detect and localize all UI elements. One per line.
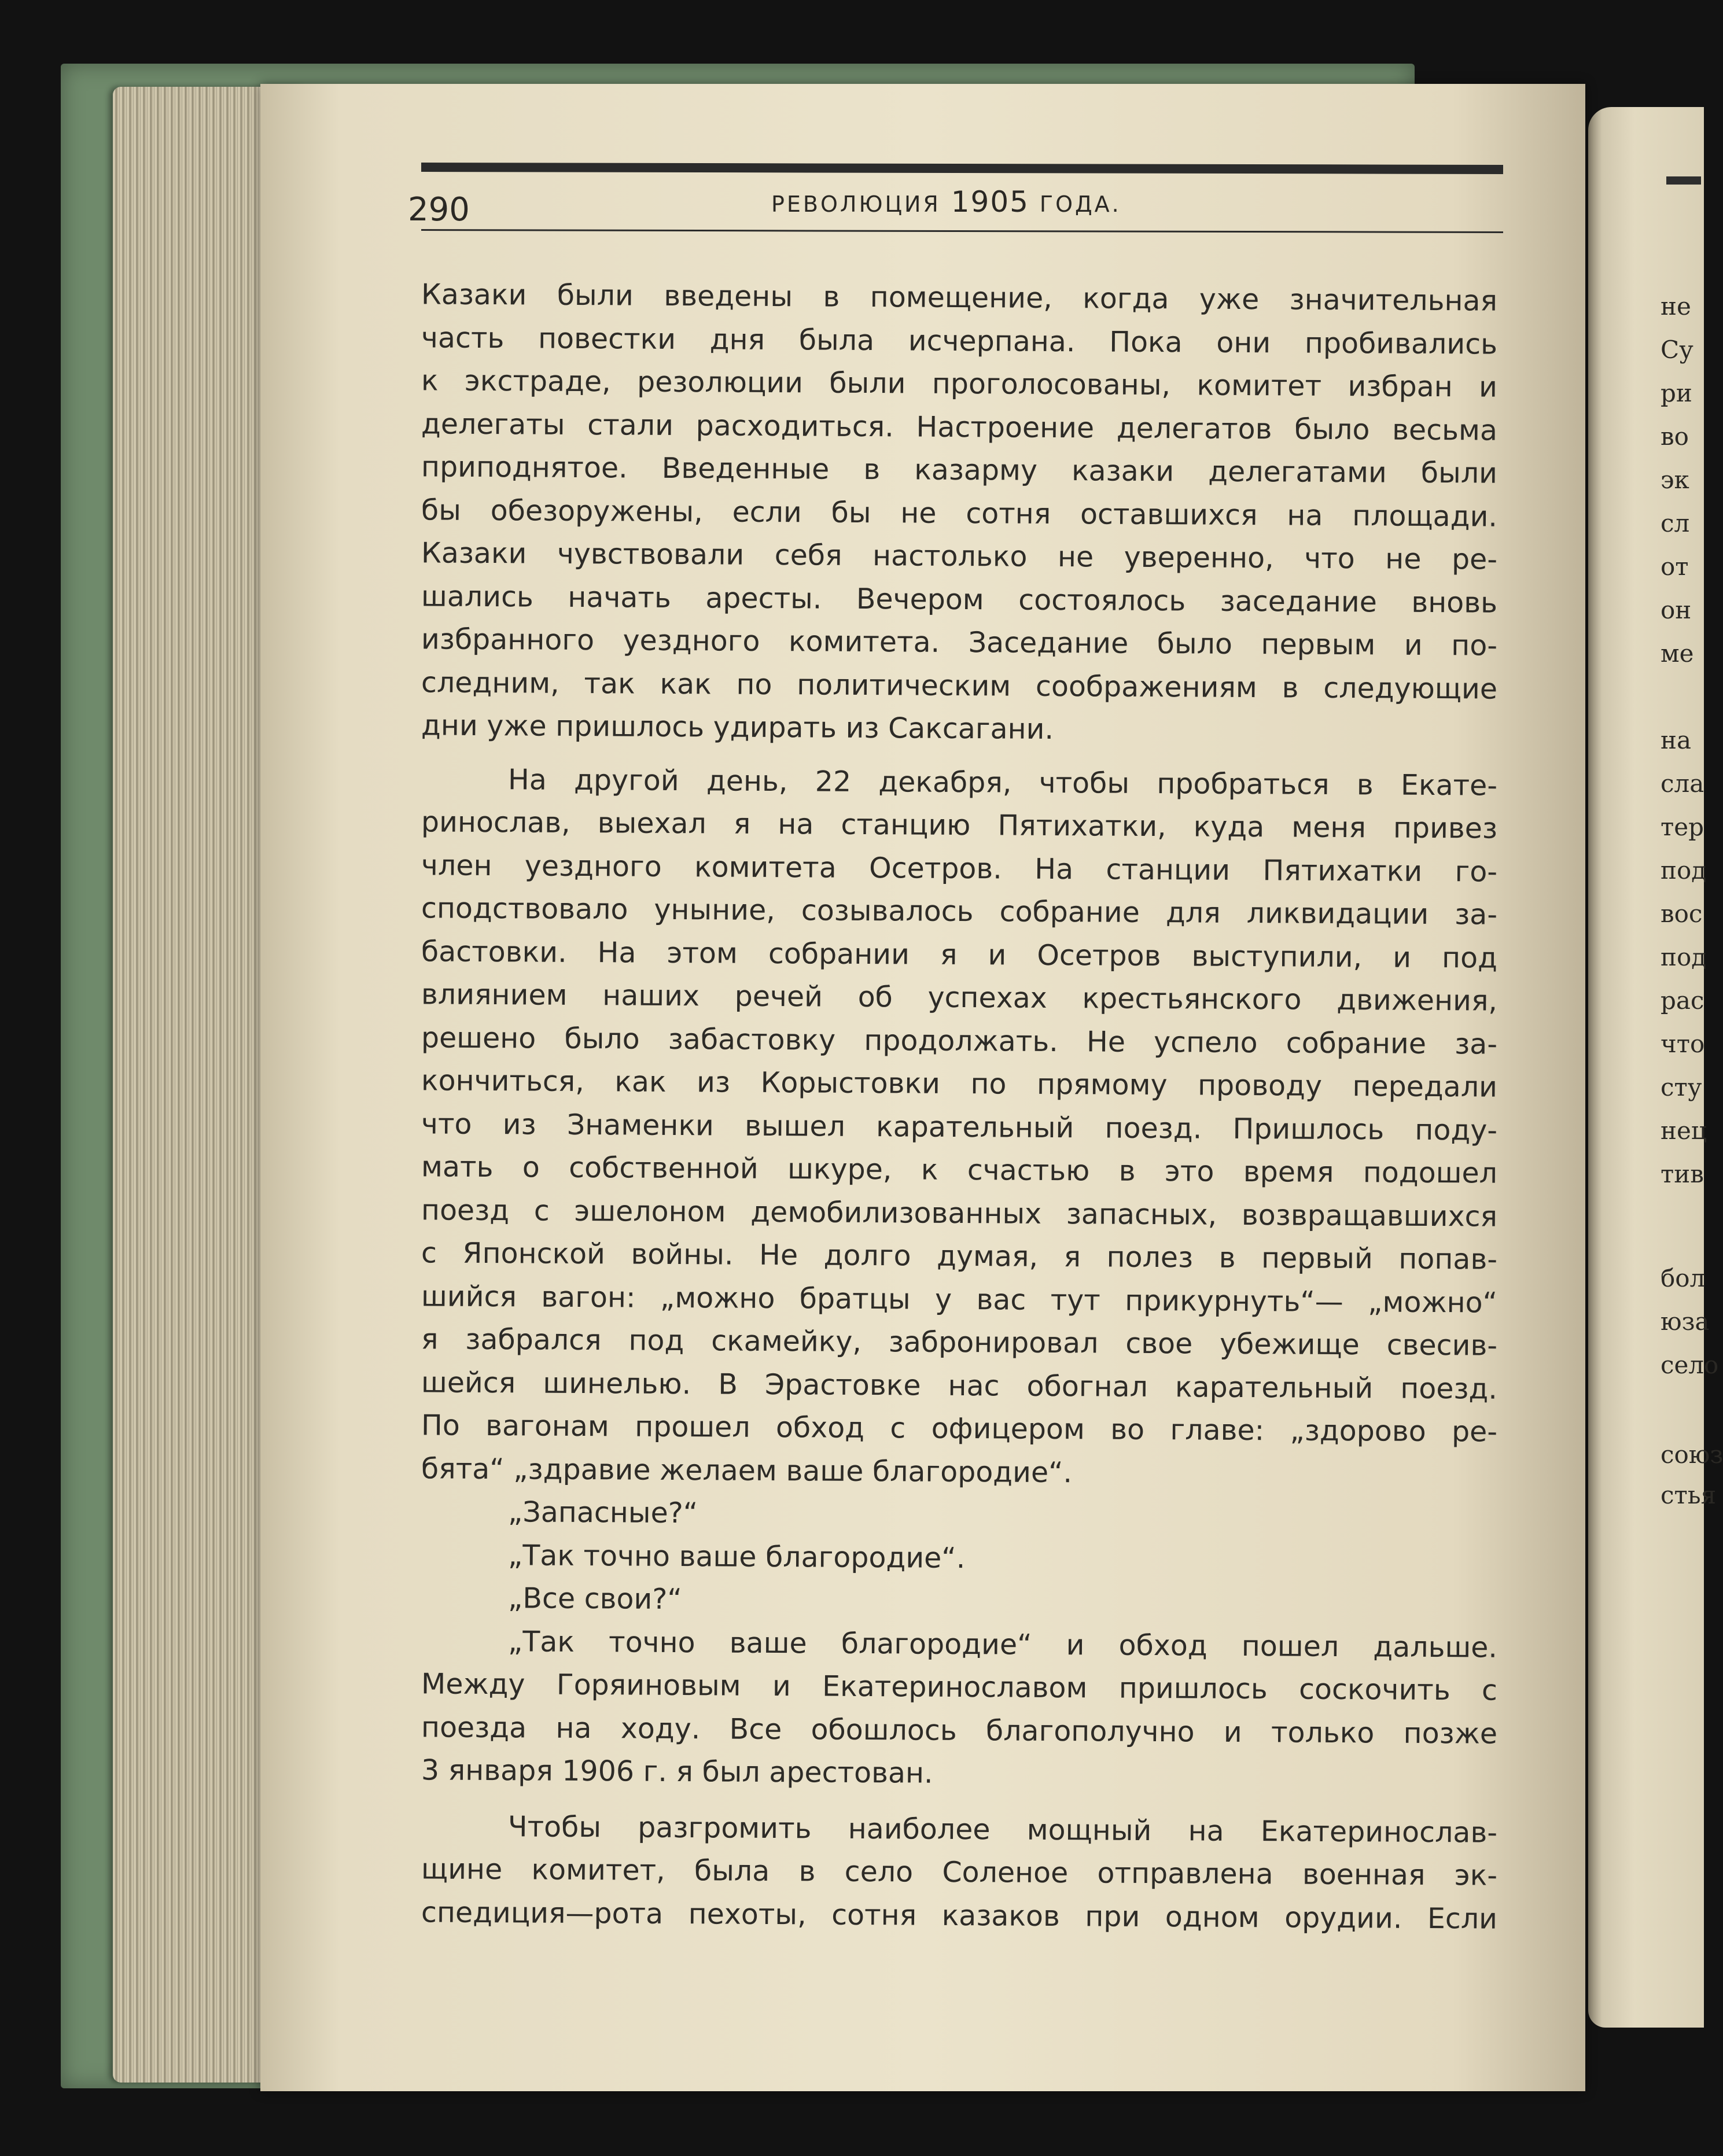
facing-page-fragment: сл [1661,509,1690,537]
text-line: поезд с эшелоном демобилизованных запасных, возвращавшихся [421,1193,1498,1233]
facing-page-fragment: что [1661,1030,1705,1058]
text-line: Чтобы разгромить наиболее мощный на Екатеринослав- [507,1809,1498,1849]
text-line: влиянием наших речей об успехах крестьянского движения, [421,978,1498,1018]
text-line: поезда на ходу. Все обошлось благополучно и только позже [421,1710,1498,1750]
text-line: делегаты стали расходиться. Настроение делегатов было весьма [421,407,1498,447]
facing-page-fragment: союз [1661,1440,1723,1469]
text-line: мать о собственной шкуре, к счастью в это время подошел [421,1150,1498,1190]
facing-page-fragment: под [1661,943,1707,971]
facing-page-fragment: от [1661,552,1689,581]
facing-page-header-rule [1666,176,1701,185]
text-line: решено было забастовку продолжать. Не успело собрание за- [421,1020,1498,1061]
facing-page-fragment: во [1661,422,1689,451]
facing-page-fragment: под [1661,856,1707,884]
facing-page-fragment: тер [1661,813,1704,841]
text-line: Казаки чувствовали себя настолько не уверенно, что не ре- [421,536,1498,576]
text-line: приподнятое. Введенные в казарму казаки делегатами были [421,450,1498,490]
text-line: часть повестки дня была исчерпана. Пока они пробивались [421,320,1498,361]
text-line: бята“ „здравие желаем ваше благородие“. [421,1451,1073,1489]
text-line: На другой день, 22 декабря, чтобы пробраться в Екате- [507,762,1498,802]
text-line: „Запасные?“ [507,1495,698,1530]
text-line: член уездного комитета Осетров. На станции Пятихатки го- [421,848,1498,889]
text-line: с Японской войны. Не долго думая, я полез в первый попав- [421,1236,1498,1276]
facing-page-fragment: юза [1661,1307,1710,1336]
text-line: кончиться, как из Корыстовки по прямому проводу передали [421,1064,1498,1104]
text-line: шийся вагон: „можно братцы у вас тут прикурнуть“— „можно“ [421,1279,1498,1320]
text-line: По вагонам прошел обход с офицером во главе: „здорово ре- [421,1409,1498,1449]
facing-page-fragment: сту [1661,1073,1702,1101]
text-line: дни уже пришлось удирать из Саксагани. [421,709,1054,746]
text-line: избранного уездного комитета. Заседание было первым и по- [421,622,1498,662]
running-title-end: ГОДА. [1039,191,1121,217]
text-line: что из Знаменки вышел карательный поезд. Пришлось поду- [421,1107,1498,1147]
text-line: щине комитет, была в село Соленое отправлена военная эк- [421,1852,1498,1892]
text-line: „Все свои?“ [507,1582,682,1616]
text-line: спедиция—рота пехоты, сотня казаков при одном орудии. Если [421,1895,1498,1936]
text-line: „Так точно ваше благородие“ и обход пошел дальше. [507,1624,1498,1664]
facing-page-fragment: он [1661,596,1692,624]
text-line: я забрался под скамейку, забронировал свое убежище свесив- [421,1322,1498,1362]
text-line: к экстраде, резолюции были проголосованы, комитет избран и [421,364,1498,404]
facing-page-fragment: Су [1661,336,1693,364]
text-line: бы обезоружены, если бы не сотня оставшихся на площади. [421,493,1498,533]
text-line: „Так точно ваше благородие“. [507,1538,966,1575]
text-line: бастовки. На этом собрании я и Осетров выступили, и под [421,934,1498,975]
text-line: Казаки были введены в помещение, когда уже значительная [421,278,1498,318]
facing-page-fragment: стья [1661,1481,1717,1509]
text-line: шались начать аресты. Вечером состоялось заседание вновь [421,579,1498,620]
facing-page-fragment: ме [1661,639,1694,668]
facing-page-fragment: рас [1661,986,1704,1015]
facing-page-fragment: нец [1661,1116,1707,1145]
facing-page-fragment: не [1661,292,1691,320]
facing-page-fragment: бол [1661,1264,1706,1292]
text-line: следним, так как по политическим соображениям в следующие [421,665,1498,706]
text-line: Между Горяиновым и Екатеринославом пришлось соскочить с [421,1667,1498,1707]
facing-page-fragment: вос [1661,900,1703,928]
facing-page-fragment: тив [1661,1160,1704,1188]
facing-page-fragment: на [1661,726,1692,754]
running-title-year: 1905 [951,185,1029,219]
running-title-word: РЕВОЛЮЦИЯ [771,191,941,217]
running-title [771,185,1121,219]
facing-page-fragment: сла [1661,769,1704,798]
text-line: сподствовало уныние, созывалось собрание для ликвидации за- [421,891,1498,931]
text-line: ринослав, выехал я на станцию Пятихатки, куда меня привез [421,805,1498,845]
facing-page-fragment: эк [1661,466,1689,494]
text-line: 3 января 1906 г. я был арестован. [421,1753,933,1790]
page-number: 290 [408,191,470,229]
facing-page-fragment: ри [1661,379,1692,407]
facing-page-fragment: село [1661,1351,1719,1379]
text-line: шейся шинелью. В Эрастовке нас обогнал карательный поезд. [421,1365,1498,1406]
